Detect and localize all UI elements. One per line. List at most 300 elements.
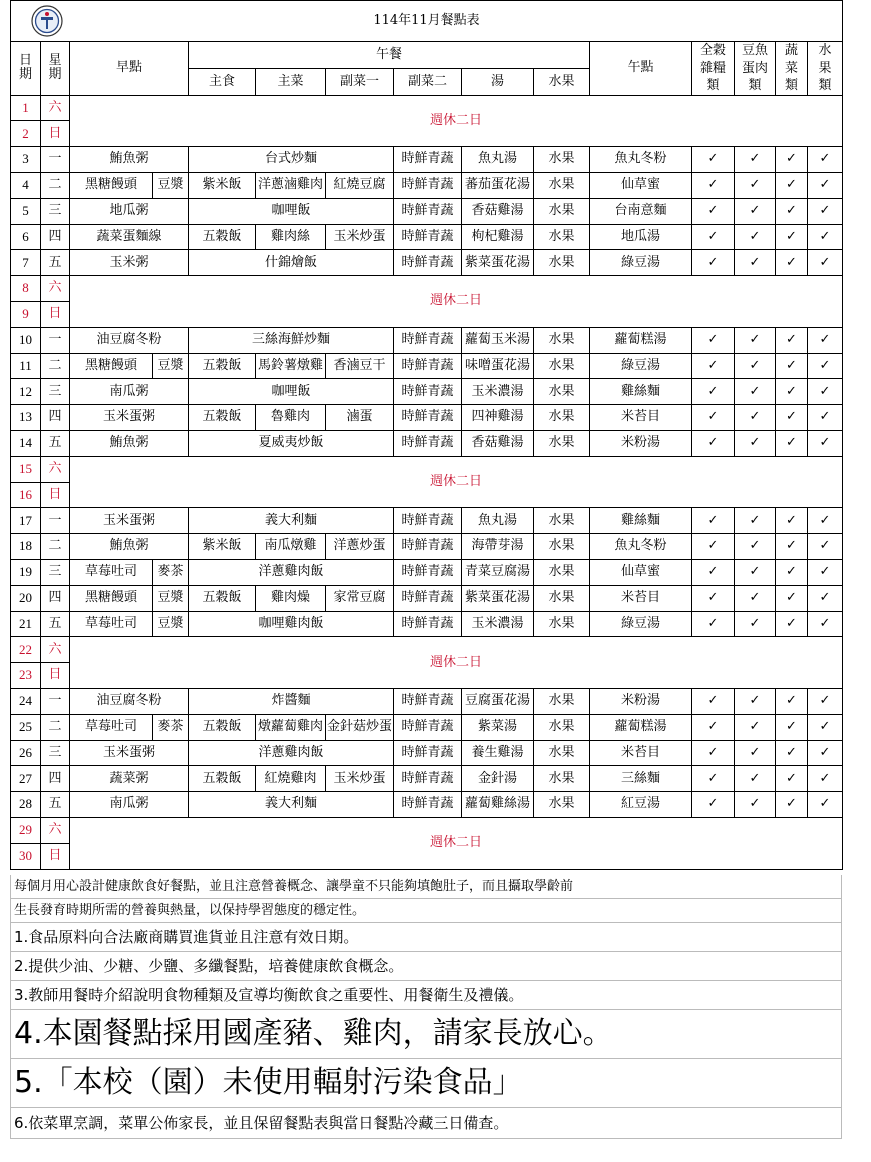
fruit-cell: 水果 <box>534 714 590 740</box>
snack-cell: 魚丸冬粉 <box>590 147 692 173</box>
check-protein-icon: ✓ <box>735 327 776 353</box>
menu-row <box>11 559 843 585</box>
side2-cell: 時鮮青蔬 <box>394 327 462 353</box>
note-intro-1: 每個月用心設計健康飲食好餐點，並且注意營養概念、讓學童不只能夠填飽肚子，而且攝取學齡前 <box>10 875 842 899</box>
note-6: 6.依菜單烹調，菜單公佈家長，並且保留餐點表與當日餐點冷藏三日備查。 <box>10 1108 842 1139</box>
header-soup: 湯 <box>462 68 534 95</box>
day-number: 27 <box>11 766 41 792</box>
check-veg-icon: ✓ <box>776 250 808 276</box>
main-dish-cell: 魯雞肉 <box>256 405 326 431</box>
check-protein-icon: ✓ <box>735 559 776 585</box>
weekday: 四 <box>41 224 70 250</box>
fruit-cell: 水果 <box>534 250 590 276</box>
menu-row <box>11 740 843 766</box>
check-protein-icon: ✓ <box>735 585 776 611</box>
fruit-cell: 水果 <box>534 688 590 714</box>
holiday-label: 週休二日 <box>70 95 843 147</box>
header-side1: 副菜一 <box>326 68 394 95</box>
check-fruit-icon: ✓ <box>808 198 843 224</box>
weekday: 六 <box>41 637 70 663</box>
check-grain-icon: ✓ <box>692 714 735 740</box>
soup-cell: 魚丸湯 <box>462 508 534 534</box>
check-fruit-icon: ✓ <box>808 714 843 740</box>
breakfast-drink: 豆漿 <box>153 585 189 611</box>
side2-cell: 時鮮青蔬 <box>394 766 462 792</box>
side2-cell: 時鮮青蔬 <box>394 250 462 276</box>
soup-cell: 紫菜蛋花湯 <box>462 585 534 611</box>
menu-row <box>11 766 843 792</box>
check-fruit-icon: ✓ <box>808 611 843 637</box>
menu-row <box>11 147 843 173</box>
snack-cell: 仙草蜜 <box>590 559 692 585</box>
fruit-cell: 水果 <box>534 198 590 224</box>
check-fruit-icon: ✓ <box>808 173 843 199</box>
check-fruit-icon: ✓ <box>808 534 843 560</box>
check-grain-icon: ✓ <box>692 508 735 534</box>
holiday-row <box>11 637 843 663</box>
snack-cell: 米苔目 <box>590 740 692 766</box>
check-protein-icon: ✓ <box>735 611 776 637</box>
weekday: 一 <box>41 147 70 173</box>
fruit-cell: 水果 <box>534 559 590 585</box>
check-grain-icon: ✓ <box>692 559 735 585</box>
weekday: 日 <box>41 843 70 869</box>
fruit-cell: 水果 <box>534 431 590 457</box>
weekday: 六 <box>41 276 70 302</box>
breakfast-drink: 豆漿 <box>153 353 189 379</box>
header-cat-grain: 全穀雜糧類 <box>692 42 735 96</box>
soup-cell: 魚丸湯 <box>462 147 534 173</box>
check-fruit-icon: ✓ <box>808 379 843 405</box>
weekday: 六 <box>41 95 70 121</box>
menu-row <box>11 585 843 611</box>
side2-cell: 時鮮青蔬 <box>394 147 462 173</box>
weekday: 三 <box>41 740 70 766</box>
weekday: 三 <box>41 379 70 405</box>
weekday: 六 <box>41 817 70 843</box>
side1-cell: 玉米炒蛋 <box>326 766 394 792</box>
lunch-main-cell: 夏威夷炒飯 <box>189 431 394 457</box>
check-grain-icon: ✓ <box>692 611 735 637</box>
day-number: 29 <box>11 817 41 843</box>
side2-cell: 時鮮青蔬 <box>394 508 462 534</box>
soup-cell: 青菜豆腐湯 <box>462 559 534 585</box>
check-fruit-icon: ✓ <box>808 224 843 250</box>
note-5: 5.「本校（園）未使用輻射污染食品」 <box>10 1059 842 1108</box>
breakfast-cell: 玉米蛋粥 <box>70 740 189 766</box>
snack-cell: 雞絲麵 <box>590 508 692 534</box>
side1-cell: 玉米炒蛋 <box>326 224 394 250</box>
lunch-main-cell: 咖哩雞肉飯 <box>189 611 394 637</box>
side2-cell: 時鮮青蔬 <box>394 611 462 637</box>
soup-cell: 蘿蔔雞絲湯 <box>462 792 534 818</box>
holiday-row <box>11 276 843 302</box>
breakfast-cell: 玉米蛋粥 <box>70 405 189 431</box>
fruit-cell: 水果 <box>534 766 590 792</box>
side1-cell: 香滷豆干 <box>326 353 394 379</box>
check-grain-icon: ✓ <box>692 379 735 405</box>
check-grain-icon: ✓ <box>692 327 735 353</box>
main-dish-cell: 紅燒雞肉 <box>256 766 326 792</box>
soup-cell: 蘿蔔玉米湯 <box>462 327 534 353</box>
menu-row <box>11 250 843 276</box>
soup-cell: 香菇雞湯 <box>462 431 534 457</box>
day-number: 2 <box>11 121 41 147</box>
lunch-main-cell: 義大利麵 <box>189 792 394 818</box>
check-grain-icon: ✓ <box>692 198 735 224</box>
check-fruit-icon: ✓ <box>808 508 843 534</box>
check-grain-icon: ✓ <box>692 405 735 431</box>
check-grain-icon: ✓ <box>692 147 735 173</box>
fruit-cell: 水果 <box>534 585 590 611</box>
staple-cell: 紫米飯 <box>189 534 256 560</box>
check-fruit-icon: ✓ <box>808 559 843 585</box>
snack-cell: 仙草蜜 <box>590 173 692 199</box>
check-veg-icon: ✓ <box>776 327 808 353</box>
lunch-main-cell: 咖哩飯 <box>189 379 394 405</box>
day-number: 19 <box>11 559 41 585</box>
menu-table <box>10 0 843 870</box>
snack-cell: 綠豆湯 <box>590 250 692 276</box>
check-veg-icon: ✓ <box>776 766 808 792</box>
check-fruit-icon: ✓ <box>808 327 843 353</box>
menu-row <box>11 198 843 224</box>
breakfast-item: 草莓吐司 <box>70 714 153 740</box>
breakfast-cell: 油豆腐冬粉 <box>70 688 189 714</box>
main-dish-cell: 燉蘿蔔雞肉 <box>256 714 326 740</box>
note-intro-2: 生長發育時期所需的營養與熱量，以保持學習態度的穩定性。 <box>10 899 842 923</box>
snack-cell: 米苔目 <box>590 405 692 431</box>
menu-row <box>11 431 843 457</box>
soup-cell: 豆腐蛋花湯 <box>462 688 534 714</box>
day-number: 25 <box>11 714 41 740</box>
menu-row <box>11 327 843 353</box>
school-logo-icon <box>31 5 63 37</box>
weekday: 二 <box>41 353 70 379</box>
day-number: 21 <box>11 611 41 637</box>
menu-row <box>11 611 843 637</box>
header-breakfast: 早點 <box>70 42 189 96</box>
check-fruit-icon: ✓ <box>808 353 843 379</box>
note-4: 4.本園餐點採用國產豬、雞肉，請家長放心。 <box>10 1010 842 1059</box>
check-grain-icon: ✓ <box>692 740 735 766</box>
soup-cell: 玉米濃湯 <box>462 611 534 637</box>
check-grain-icon: ✓ <box>692 792 735 818</box>
check-veg-icon: ✓ <box>776 585 808 611</box>
day-number: 24 <box>11 688 41 714</box>
side2-cell: 時鮮青蔬 <box>394 198 462 224</box>
snack-cell: 地瓜湯 <box>590 224 692 250</box>
note-1: 1.食品原料向合法廠商購買進貨並且注意有效日期。 <box>10 923 842 952</box>
check-veg-icon: ✓ <box>776 224 808 250</box>
check-veg-icon: ✓ <box>776 714 808 740</box>
breakfast-item: 黑糖饅頭 <box>70 173 153 199</box>
day-number: 7 <box>11 250 41 276</box>
weekday: 一 <box>41 508 70 534</box>
staple-cell: 五穀飯 <box>189 353 256 379</box>
check-veg-icon: ✓ <box>776 147 808 173</box>
header-staple: 主食 <box>189 68 256 95</box>
weekday: 六 <box>41 456 70 482</box>
weekday: 五 <box>41 792 70 818</box>
day-number: 12 <box>11 379 41 405</box>
main-dish-cell: 馬鈴薯燉雞 <box>256 353 326 379</box>
check-veg-icon: ✓ <box>776 431 808 457</box>
soup-cell: 四神雞湯 <box>462 405 534 431</box>
check-veg-icon: ✓ <box>776 688 808 714</box>
soup-cell: 枸杞雞湯 <box>462 224 534 250</box>
check-veg-icon: ✓ <box>776 198 808 224</box>
day-number: 20 <box>11 585 41 611</box>
check-fruit-icon: ✓ <box>808 431 843 457</box>
weekday: 三 <box>41 559 70 585</box>
holiday-row <box>11 817 843 843</box>
weekday: 日 <box>41 302 70 328</box>
day-number: 1 <box>11 95 41 121</box>
check-fruit-icon: ✓ <box>808 688 843 714</box>
snack-cell: 米苔目 <box>590 585 692 611</box>
fruit-cell: 水果 <box>534 611 590 637</box>
menu-row <box>11 534 843 560</box>
weekday: 五 <box>41 431 70 457</box>
day-number: 8 <box>11 276 41 302</box>
check-veg-icon: ✓ <box>776 611 808 637</box>
check-protein-icon: ✓ <box>735 224 776 250</box>
weekday: 日 <box>41 482 70 508</box>
snack-cell: 台南意麵 <box>590 198 692 224</box>
check-protein-icon: ✓ <box>735 508 776 534</box>
breakfast-cell: 蔬菜粥 <box>70 766 189 792</box>
menu-row <box>11 379 843 405</box>
breakfast-drink: 豆漿 <box>153 173 189 199</box>
header-day: 日期 <box>11 42 41 96</box>
weekday: 日 <box>41 663 70 689</box>
check-veg-icon: ✓ <box>776 559 808 585</box>
menu-row <box>11 224 843 250</box>
breakfast-cell: 鮪魚粥 <box>70 431 189 457</box>
side2-cell: 時鮮青蔬 <box>394 714 462 740</box>
fruit-cell: 水果 <box>534 327 590 353</box>
day-number: 13 <box>11 405 41 431</box>
day-number: 6 <box>11 224 41 250</box>
breakfast-cell: 鮪魚粥 <box>70 534 189 560</box>
day-number: 4 <box>11 173 41 199</box>
check-protein-icon: ✓ <box>735 534 776 560</box>
check-veg-icon: ✓ <box>776 405 808 431</box>
check-grain-icon: ✓ <box>692 250 735 276</box>
check-protein-icon: ✓ <box>735 766 776 792</box>
day-number: 11 <box>11 353 41 379</box>
header-fruit: 水果 <box>534 68 590 95</box>
header-snack: 午點 <box>590 42 692 96</box>
menu-sheet <box>10 0 842 870</box>
check-protein-icon: ✓ <box>735 792 776 818</box>
fruit-cell: 水果 <box>534 508 590 534</box>
menu-row <box>11 173 843 199</box>
side1-cell: 家常豆腐 <box>326 585 394 611</box>
staple-cell: 五穀飯 <box>189 405 256 431</box>
weekday: 一 <box>41 327 70 353</box>
check-protein-icon: ✓ <box>735 353 776 379</box>
holiday-label: 週休二日 <box>70 817 843 869</box>
lunch-main-cell: 義大利麵 <box>189 508 394 534</box>
check-veg-icon: ✓ <box>776 792 808 818</box>
check-fruit-icon: ✓ <box>808 766 843 792</box>
soup-cell: 味噌蛋花湯 <box>462 353 534 379</box>
soup-cell: 紫菜湯 <box>462 714 534 740</box>
soup-cell: 養生雞湯 <box>462 740 534 766</box>
breakfast-item: 草莓吐司 <box>70 559 153 585</box>
menu-row <box>11 353 843 379</box>
check-grain-icon: ✓ <box>692 431 735 457</box>
side2-cell: 時鮮青蔬 <box>394 431 462 457</box>
weekday: 日 <box>41 121 70 147</box>
snack-cell: 魚丸冬粉 <box>590 534 692 560</box>
snack-cell: 蘿蔔糕湯 <box>590 327 692 353</box>
menu-row <box>11 405 843 431</box>
breakfast-cell: 南瓜粥 <box>70 792 189 818</box>
side2-cell: 時鮮青蔬 <box>394 534 462 560</box>
lunch-main-cell: 洋蔥雞肉飯 <box>189 559 394 585</box>
day-number: 28 <box>11 792 41 818</box>
day-number: 16 <box>11 482 41 508</box>
check-protein-icon: ✓ <box>735 714 776 740</box>
side1-cell: 金針菇炒蛋 <box>326 714 394 740</box>
fruit-cell: 水果 <box>534 379 590 405</box>
breakfast-drink: 麥茶 <box>153 714 189 740</box>
check-protein-icon: ✓ <box>735 147 776 173</box>
header-weekday: 星期 <box>41 42 70 96</box>
fruit-cell: 水果 <box>534 405 590 431</box>
check-grain-icon: ✓ <box>692 534 735 560</box>
main-dish-cell: 南瓜燉雞 <box>256 534 326 560</box>
staple-cell: 五穀飯 <box>189 224 256 250</box>
header-lunch: 午餐 <box>189 42 590 69</box>
weekday: 四 <box>41 585 70 611</box>
check-protein-icon: ✓ <box>735 688 776 714</box>
lunch-main-cell: 台式炒麵 <box>189 147 394 173</box>
note-2: 2.提供少油、少糖、少鹽、多纖餐點，培養健康飲食概念。 <box>10 952 842 981</box>
fruit-cell: 水果 <box>534 224 590 250</box>
snack-cell: 雞絲麵 <box>590 379 692 405</box>
check-veg-icon: ✓ <box>776 173 808 199</box>
day-number: 23 <box>11 663 41 689</box>
weekday: 二 <box>41 714 70 740</box>
check-fruit-icon: ✓ <box>808 147 843 173</box>
breakfast-cell: 南瓜粥 <box>70 379 189 405</box>
check-fruit-icon: ✓ <box>808 585 843 611</box>
holiday-row <box>11 456 843 482</box>
fruit-cell: 水果 <box>534 353 590 379</box>
check-grain-icon: ✓ <box>692 766 735 792</box>
check-grain-icon: ✓ <box>692 173 735 199</box>
check-grain-icon: ✓ <box>692 353 735 379</box>
day-number: 14 <box>11 431 41 457</box>
side2-cell: 時鮮青蔬 <box>394 173 462 199</box>
breakfast-item: 黑糖饅頭 <box>70 585 153 611</box>
check-fruit-icon: ✓ <box>808 405 843 431</box>
check-veg-icon: ✓ <box>776 508 808 534</box>
side1-cell: 滷蛋 <box>326 405 394 431</box>
breakfast-cell: 油豆腐冬粉 <box>70 327 189 353</box>
staple-cell: 紫米飯 <box>189 173 256 199</box>
check-veg-icon: ✓ <box>776 534 808 560</box>
check-protein-icon: ✓ <box>735 379 776 405</box>
side1-cell: 洋蔥炒蛋 <box>326 534 394 560</box>
day-number: 30 <box>11 843 41 869</box>
soup-cell: 金針湯 <box>462 766 534 792</box>
snack-cell: 綠豆湯 <box>590 611 692 637</box>
staple-cell: 五穀飯 <box>189 766 256 792</box>
holiday-row <box>11 95 843 121</box>
check-protein-icon: ✓ <box>735 405 776 431</box>
header-cat-veg: 蔬菜類 <box>776 42 808 96</box>
page-title: 114年11月餐點表 <box>373 12 480 28</box>
menu-row <box>11 792 843 818</box>
day-number: 18 <box>11 534 41 560</box>
soup-cell: 玉米濃湯 <box>462 379 534 405</box>
check-grain-icon: ✓ <box>692 688 735 714</box>
snack-cell: 紅豆湯 <box>590 792 692 818</box>
notes-section <box>10 875 842 1139</box>
staple-cell: 五穀飯 <box>189 585 256 611</box>
lunch-main-cell: 咖哩飯 <box>189 198 394 224</box>
breakfast-cell: 地瓜粥 <box>70 198 189 224</box>
side1-cell: 紅燒豆腐 <box>326 173 394 199</box>
soup-cell: 海帶芽湯 <box>462 534 534 560</box>
soup-cell: 香菇雞湯 <box>462 198 534 224</box>
header-side2: 副菜二 <box>394 68 462 95</box>
breakfast-item: 黑糖饅頭 <box>70 353 153 379</box>
check-protein-icon: ✓ <box>735 250 776 276</box>
header-main: 主菜 <box>256 68 326 95</box>
note-3: 3.教師用餐時介紹說明食物種類及宣導均衡飲食之重要性、用餐衛生及禮儀。 <box>10 981 842 1010</box>
weekday: 二 <box>41 173 70 199</box>
weekday: 五 <box>41 250 70 276</box>
breakfast-cell: 蔬菜蛋麵線 <box>70 224 189 250</box>
weekday: 五 <box>41 611 70 637</box>
menu-row <box>11 508 843 534</box>
side2-cell: 時鮮青蔬 <box>394 740 462 766</box>
snack-cell: 米粉湯 <box>590 431 692 457</box>
day-number: 5 <box>11 198 41 224</box>
fruit-cell: 水果 <box>534 147 590 173</box>
check-grain-icon: ✓ <box>692 224 735 250</box>
day-number: 3 <box>11 147 41 173</box>
breakfast-drink: 麥茶 <box>153 559 189 585</box>
holiday-label: 週休二日 <box>70 276 843 328</box>
header-cat-fruit: 水果類 <box>808 42 843 96</box>
side2-cell: 時鮮青蔬 <box>394 559 462 585</box>
check-fruit-icon: ✓ <box>808 250 843 276</box>
breakfast-item: 草莓吐司 <box>70 611 153 637</box>
lunch-main-cell: 炸醬麵 <box>189 688 394 714</box>
check-grain-icon: ✓ <box>692 585 735 611</box>
weekday: 四 <box>41 405 70 431</box>
day-number: 17 <box>11 508 41 534</box>
weekday: 四 <box>41 766 70 792</box>
weekday: 二 <box>41 534 70 560</box>
side2-cell: 時鮮青蔬 <box>394 353 462 379</box>
lunch-main-cell: 三絲海鮮炒麵 <box>189 327 394 353</box>
check-fruit-icon: ✓ <box>808 740 843 766</box>
main-dish-cell: 洋蔥滷雞肉 <box>256 173 326 199</box>
soup-cell: 蕃茄蛋花湯 <box>462 173 534 199</box>
breakfast-cell: 玉米蛋粥 <box>70 508 189 534</box>
snack-cell: 米粉湯 <box>590 688 692 714</box>
menu-row <box>11 714 843 740</box>
side2-cell: 時鮮青蔬 <box>394 224 462 250</box>
